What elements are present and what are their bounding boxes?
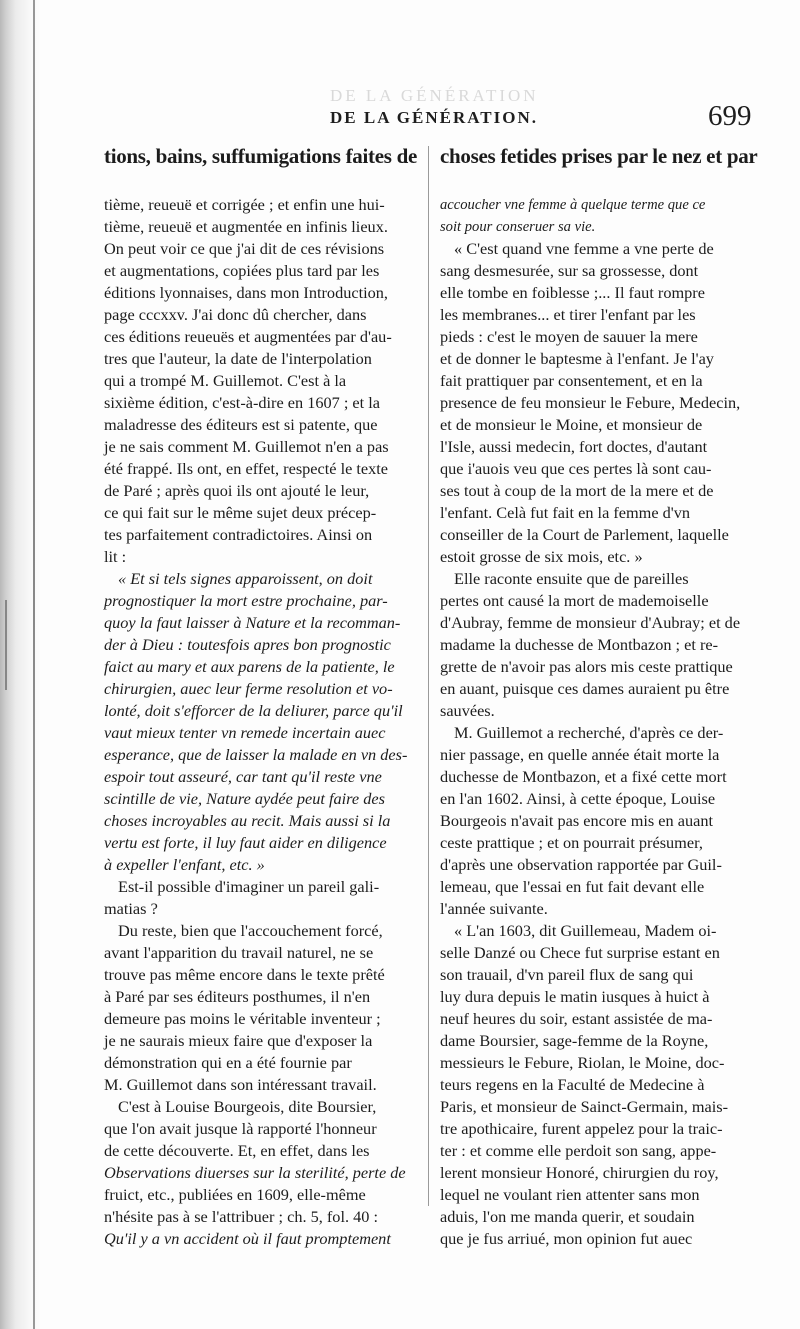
page-number: 699 (708, 100, 752, 132)
text-line: été frappé. Ils ont, en effet, respecté le texte (104, 459, 389, 478)
right-column-heading: choses fetides prises par le nez et par (440, 144, 758, 168)
text-line: d'Aubray, femme de monsieur d'Aubray; et de (440, 613, 741, 632)
text-line: et de donner le baptesme à l'enfant. Je l'ay (440, 349, 714, 368)
text-line: madame la duchesse de Montbazon ; et re- (440, 635, 719, 654)
text-line: « Et si tels signes apparoissent, on doit (118, 569, 373, 588)
text-line: tre apothicaire, furent appelez pour la traic- (440, 1119, 723, 1138)
text-line: tième, reueuë et corrigée ; et enfin une hui- (104, 195, 385, 214)
text-line: quoy la faut laisser à Nature et la recomman- (104, 613, 401, 632)
text-line: dame Boursier, sage-femme de la Royne, (440, 1031, 709, 1050)
text-line: matias ? (104, 899, 158, 918)
right-column (440, 132, 760, 1250)
text-line: conseiller de la Court de Parlement, laquelle (440, 525, 729, 544)
text-line: presence de feu monsieur le Febure, Medecin, (440, 393, 741, 412)
text-line: espoir tout asseuré, car tant qu'il reste vne (104, 767, 382, 786)
text-line: l'Isle, aussi medecin, fort doctes, d'autant (440, 437, 708, 456)
text-line: lonté, doit s'efforcer de la deliurer, parce qu'il (104, 701, 403, 720)
text-line: M. Guillemot dans son intéressant travail. (104, 1075, 377, 1094)
text-line: fait prattiquer par consentement, et en la (440, 371, 703, 390)
text-line: que i'auois veu que ces pertes là sont cau- (440, 459, 712, 478)
text-line: elle tombe en foiblesse ;... Il faut rompre (440, 283, 705, 302)
text-line: en l'an 1602. Ainsi, à cette époque, Louise (440, 789, 716, 808)
left-column (104, 132, 416, 1250)
text-line: « C'est quand vne femme a vne perte de (454, 239, 714, 258)
running-head: DE LA GÉNÉRATION. (330, 108, 538, 127)
column-divider (428, 146, 429, 1206)
text-line: et augmentations, copiées plus tard par les (104, 261, 380, 280)
text-line: Paris, et monsieur de Sainct-Germain, mais- (440, 1097, 729, 1116)
text-line: chirurgien, auec leur ferme resolution et vo- (104, 679, 393, 698)
text-line: ter : et comme elle perdoit son sang, appe- (440, 1141, 717, 1160)
text-line: prognostiquer la mort estre prochaine, par- (104, 591, 388, 610)
text-line: estoit grosse de six mois, etc. » (440, 547, 643, 566)
text-line: ce qui fait sur le même sujet deux précep- (104, 503, 377, 522)
text-line: neuf heures du soir, estant assistée de ma- (440, 1009, 713, 1028)
text-line: luy dura depuis le matin iusques à huict à (440, 987, 710, 1006)
text-line: à expeller l'enfant, etc. » (104, 855, 265, 874)
text-line: avant l'apparition du travail naturel, ne se (104, 943, 374, 962)
text-line: je ne sais comment M. Guillemot n'en a pas (104, 437, 389, 456)
text-line: faict au mary et aux parens de la patiente, le (104, 657, 395, 676)
text-line: Est-il possible d'imaginer un pareil gali- (118, 877, 380, 896)
text-line: son trauail, d'vn pareil flux de sang qui (440, 965, 694, 984)
text-line: esperance, que de laisser la malade en vn des- (104, 745, 408, 764)
text-line: duchesse de Montbazon, et a fixé cette mort (440, 767, 727, 786)
text-line: démonstration qui en a été fournie par (104, 1053, 352, 1072)
text-line: que l'on avait jusque là rapporté l'honneur (104, 1119, 377, 1138)
text-line: Qu'il y a vn accident où il faut promptement (104, 1229, 391, 1248)
text-line: qui a trompé M. Guillemot. C'est à la (104, 371, 347, 390)
text-line: scintille de vie, Nature aydée peut faire des (104, 789, 385, 808)
text-line: ceste prattique ; et on pourrait présumer, (440, 833, 703, 852)
text-line: tième, reueuë et augmentée en infinis lieux. (104, 217, 388, 236)
text-line: je ne saurais mieux faire que d'exposer la (104, 1031, 373, 1050)
bleed-through-text: DE LA GÉNÉRATION (330, 86, 539, 105)
text-line: pertes ont causé la mort de mademoiselle (440, 591, 709, 610)
text-line: messieurs le Febure, Riolan, le Moine, doc- (440, 1053, 725, 1072)
text-line: sang desmesurée, sur sa grossesse, dont (440, 261, 699, 280)
text-line: page cccxxv. J'ai donc dû chercher, dans (104, 305, 367, 324)
text-line: vaut mieux tenter vn remede incertain auec (104, 723, 386, 742)
text-line: accoucher vne femme à quelque terme que ce (440, 197, 706, 213)
text-line: teurs regens en la Faculté de Medecine à (440, 1075, 705, 1094)
text-line: pieds : c'est le moyen de sauuer la mere (440, 327, 698, 346)
text-line: sauvées. (440, 701, 495, 720)
gutter-edge-line (33, 0, 35, 1329)
text-line: lequel ne voulant rien attenter sans mon (440, 1185, 700, 1204)
text-line: de cette découverte. Et, en effet, dans les (104, 1141, 370, 1160)
text-line: fruict, etc., publiées en 1609, elle-même (104, 1185, 366, 1204)
text-line: et de monsieur le Moine, et monsieur de (440, 415, 703, 434)
text-line: maladresse des éditeurs est si patente, que (104, 415, 378, 434)
text-line: demeure pas moins le véritable inventeur ; (104, 1009, 381, 1028)
text-line: que je fus arriué, mon opinion fut auec (440, 1229, 693, 1248)
text-line: choses incroyables au recit. Mais aussi si la (104, 811, 391, 830)
text-line: à Paré par ses éditeurs posthumes, il n'en (104, 987, 371, 1006)
text-line: sixième édition, c'est-à-dire en 1607 ; et la (104, 393, 381, 412)
text-line: éditions lyonnaises, dans mon Introduction, (104, 283, 388, 302)
gutter-mark (5, 600, 7, 690)
text-line: l'enfant. Celà fut fait en la femme d'vn (440, 503, 690, 522)
text-line: « L'an 1603, dit Guillemeau, Madem oi- (454, 921, 717, 940)
text-line: M. Guillemot a recherché, d'après ce der- (454, 723, 724, 742)
text-line: trouve pas même encore dans le texte prêté (104, 965, 385, 984)
right-column-body (440, 194, 760, 1250)
text-line: Observations diuerses sur la sterilité, perte de (104, 1163, 406, 1182)
text-line: Bourgeois n'avait pas encore mis en auant (440, 811, 714, 830)
text-line: C'est à Louise Bourgeois, dite Boursier, (118, 1097, 377, 1116)
text-line: tes parfaitement contradictoires. Ainsi on (104, 525, 373, 544)
text-line: nier passage, en quelle année était morte la (440, 745, 720, 764)
text-line: lemeau, que l'essai en fut fait devant elle (440, 877, 705, 896)
text-line: lit : (104, 547, 127, 566)
text-line: l'année suivante. (440, 899, 548, 918)
text-line: les membranes... et tirer l'enfant par les (440, 305, 696, 324)
text-line: ses tout à coup de la mort de la mere et de (440, 481, 714, 500)
text-line: en auant, puisque ces dames auraient pu être (440, 679, 730, 698)
text-line: tres que l'auteur, la date de l'interpolation (104, 349, 372, 368)
text-line: de Paré ; après quoi ils ont ajouté le leur, (104, 481, 370, 500)
text-line: lerent monsieur Honoré, chirurgien du roy, (440, 1163, 719, 1182)
text-line: ces éditions reueuës et augmentées par d'au- (104, 327, 392, 346)
text-line: soit pour conseruer sa vie. (440, 219, 596, 235)
text-line: Du reste, bien que l'accouchement forcé, (118, 921, 383, 940)
text-line: vertu est forte, il luy faut aider en diligence (104, 833, 387, 852)
text-line: grette de n'avoir pas alors mis ceste prattique (440, 657, 733, 676)
text-line: selle Danzé ou Chece fut surprise estant en (440, 943, 720, 962)
text-line: aduis, l'on me manda querir, et soudain (440, 1207, 695, 1226)
text-line: n'hésite pas à se l'attribuer ; ch. 5, fol. 40 : (104, 1207, 378, 1226)
left-column-body (104, 194, 416, 1250)
left-column-heading: tions, bains, suffumigations faites de (104, 144, 417, 168)
text-line: Elle raconte ensuite que de pareilles (454, 569, 689, 588)
text-line: On peut voir ce que j'ai dit de ces révisions (104, 239, 385, 258)
text-line: d'après une observation rapportée par Guil- (440, 855, 722, 874)
text-line: der à Dieu : toutesfois apres bon prognostic (104, 635, 391, 654)
